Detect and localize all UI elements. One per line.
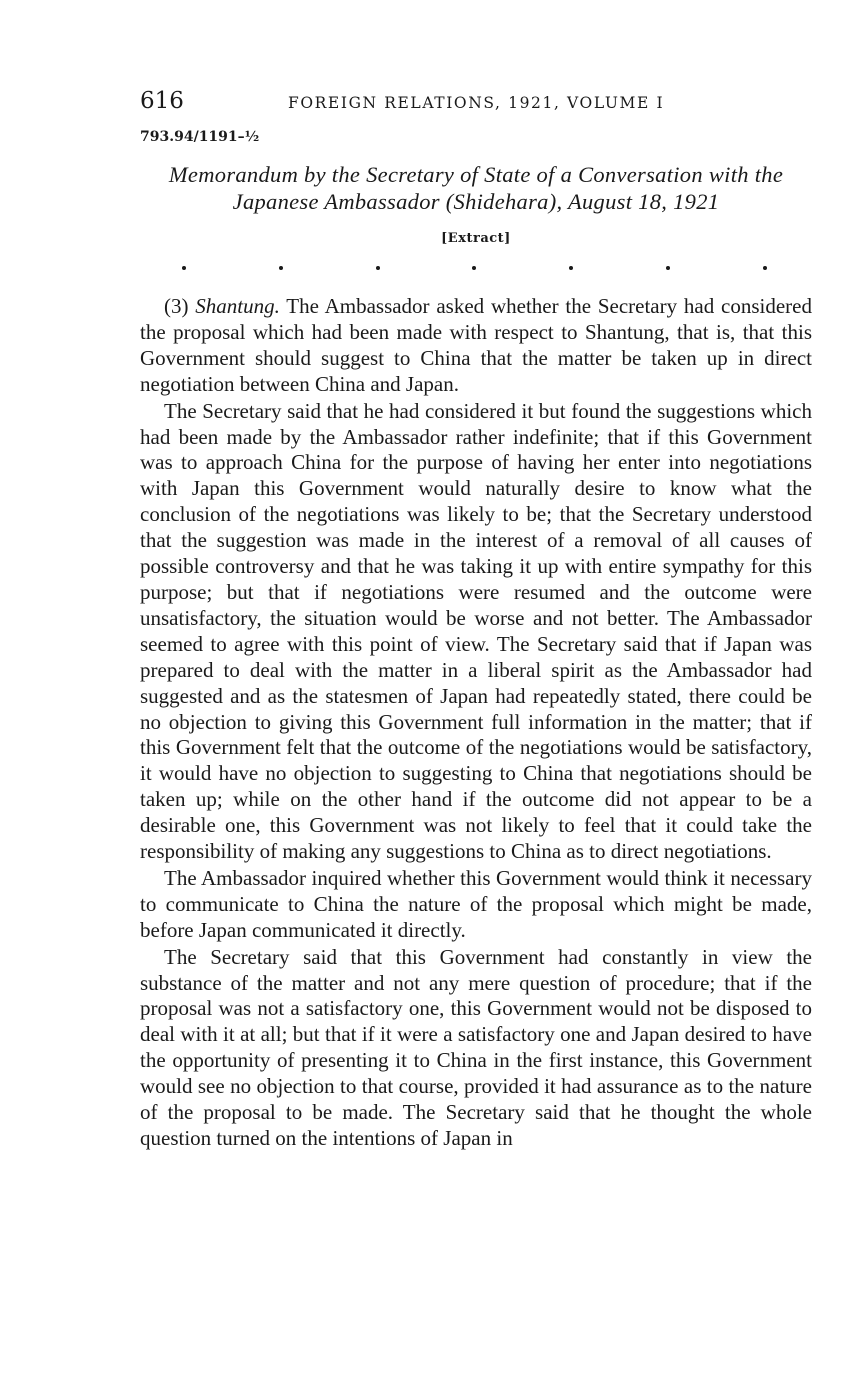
running-head-title: FOREIGN RELATIONS, 1921, VOLUME I xyxy=(288,94,665,112)
paragraph: The Ambassador inquired whether this Government would think it necessary to communicate to China the nature of the proposal which might be made, before Japan communicated it directly. xyxy=(140,865,812,942)
paragraph: The Secretary said that this Government had constantly in view the substance of the matter and not any mere question of procedure; that if the proposal was not a satisfactory one, this Government would not be disposed to deal with it at all; but that if it were a satisfactory one and Japan desired to have the opportunity of presenting it to China in the first instance, this Government would see no objection to that course, provided it had assurance as to the nature of the proposal to be made. The Secretary said that he thought the whole question turned on the intentions of Japan in xyxy=(140,944,812,1150)
omission-dot xyxy=(279,266,283,270)
document-title-line-2: Japanese Ambassador (Shidehara), August 18, 1921 xyxy=(232,189,720,214)
omission-dot xyxy=(569,266,573,270)
extract-label: [Extract] xyxy=(441,231,511,246)
page-number: 616 xyxy=(140,88,184,114)
omission-dot xyxy=(182,266,186,270)
body-text xyxy=(140,294,812,1152)
document-title-line-1: Memorandum by the Secretary of State of a Conversation with the xyxy=(168,162,784,187)
omission-dot xyxy=(472,266,476,270)
paragraph-text: The Ambassador asked whether the Secretary had considered the proposal which had been made with respect to Shantung, that is, that this Government should suggest to China that the matter be taken up in direct negotiation between China and Japan. xyxy=(140,294,812,396)
document-page xyxy=(140,88,812,1152)
running-head xyxy=(140,88,812,122)
paragraph: The Secretary said that he had considered it but found the suggestions which had been made by the Ambassador rather indefinite; that if this Government was to approach China for the purpose of having her enter into negotiations with Japan this Government would naturally desire to know what the conclusion of the negotiations was likely to be; that the Secretary understood that the suggestion was made in the interest of a removal of all causes of possible controversy and that he was taking it up with entire sympathy for this purpose; but that if negotiations were resumed and the outcome were unsatisfactory, the situation would be worse and not better. The Ambassador seemed to agree with this point of view. The Secretary said that if Japan was prepared to deal with the matter in a liberal spirit as the Ambassador had suggested and as the statesmen of Japan had repeatedly stated, there could be no objection to giving this Government full information in the matter; that if this Government felt that the outcome of the negotiations would be satisfactory, it would have no objection to suggesting to China that negotiations should be taken up; while on the other hand if the outcome did not appear to be a desirable one, this Government was not likely to feel that it could take the responsibility of making any suggestions to China as to direct negotiations. xyxy=(140,398,812,864)
file-number: 793.94/1191–½ xyxy=(140,129,260,145)
paragraph-label: Shantung. xyxy=(195,294,280,318)
omission-dot xyxy=(376,266,380,270)
paragraph-shantung xyxy=(140,294,812,398)
paragraph-prefix: (3) xyxy=(164,294,196,318)
document-title xyxy=(140,161,812,215)
omission-dot xyxy=(763,266,767,270)
omission-dots xyxy=(140,266,812,282)
omission-dot xyxy=(666,266,670,270)
